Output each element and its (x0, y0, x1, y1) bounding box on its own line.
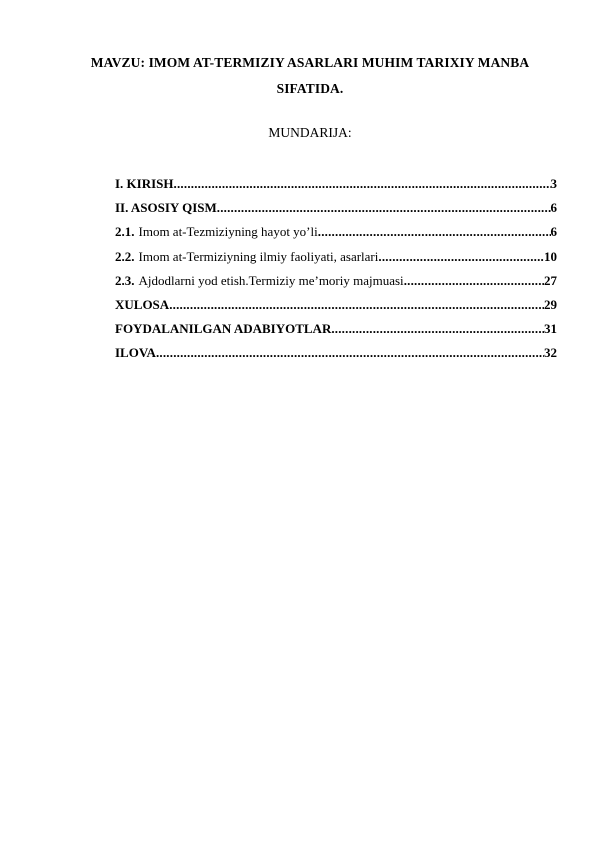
toc-dot-leader (378, 249, 544, 265)
document-title-line-2: SIFATIDA. (276, 81, 344, 96)
document-title-line-1: MAVZU: IMOM AT-TERMIZIY ASARLARI MUHIM TARIXIY MANBA (90, 55, 530, 70)
toc-dot-leader (156, 345, 544, 361)
toc-entry-label: Imom at-Tezmiziyning hayot yo’li (138, 224, 318, 240)
toc-entry-label: Imom at-Termiziyning ilmiy faoliyati, asarlari (138, 248, 379, 264)
table-of-contents (115, 176, 557, 370)
toc-dot-leader (169, 297, 544, 313)
toc-entry-page: 6 (550, 224, 557, 240)
toc-entry-number: 2.3. (115, 272, 135, 288)
toc-entry-number: 2.1. (115, 224, 135, 240)
toc-dot-leader (331, 321, 544, 337)
toc-entry-foydalanilgan-adabiyotlar[interactable] (115, 321, 557, 345)
toc-entry-label: ILOVA (115, 345, 156, 361)
toc-entry-label: I. KIRISH (115, 176, 174, 191)
toc-entry-page: 31 (544, 321, 557, 337)
toc-entry-page: 29 (544, 296, 557, 312)
toc-entry-xulosa[interactable] (115, 297, 557, 321)
toc-entry-ilova[interactable] (115, 345, 557, 369)
toc-entry-kirish[interactable] (115, 176, 557, 200)
toc-entry-page: 6 (550, 200, 557, 216)
toc-entry-2-1[interactable] (115, 224, 557, 248)
toc-entry-label: XULOSA (115, 296, 170, 312)
toc-entry-2-2[interactable] (115, 249, 557, 273)
toc-entry-label: II. ASOSIY QISM (115, 200, 217, 216)
toc-dot-leader (404, 273, 544, 289)
toc-entry-label: Ajdodlarni yod etish.Termiziy me’moriy majmuasi (138, 272, 404, 288)
toc-entry-page: 32 (544, 345, 557, 361)
toc-entry-2-3[interactable] (115, 273, 557, 297)
toc-entry-label: FOYDALANILGAN ADABIYOTLAR (115, 321, 332, 337)
toc-entry-number: 2.2. (115, 248, 135, 264)
toc-dot-leader (318, 224, 551, 240)
toc-entry-page: 3 (550, 176, 557, 191)
toc-dot-leader (174, 176, 551, 192)
toc-heading: MUNDARIJA: (268, 125, 352, 140)
toc-entry-page: 27 (544, 272, 557, 288)
toc-entry-page: 10 (544, 248, 557, 264)
toc-dot-leader (217, 200, 551, 216)
toc-entry-asosiy-qism[interactable] (115, 200, 557, 224)
